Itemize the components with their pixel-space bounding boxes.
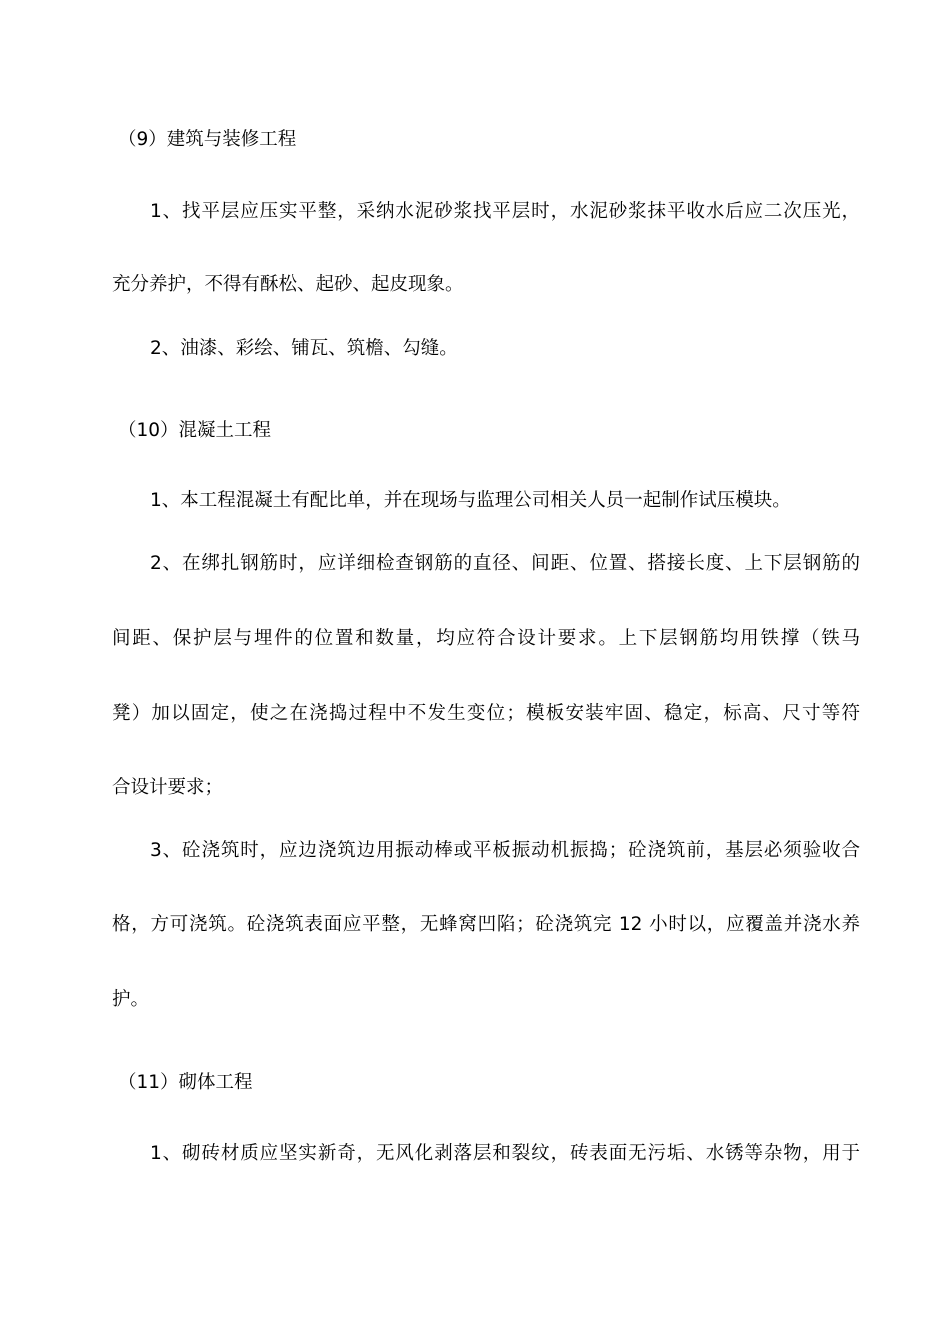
paragraph-line: 凳）加以固定，使之在浇捣过程中不发生变位；模板安装牢固、稳定，标高、尺寸等符 <box>112 703 860 724</box>
paragraph-line: 2、油漆、彩绘、铺瓦、筑檐、勾缝。 <box>150 338 458 359</box>
paragraph-line: 护。 <box>112 989 150 1010</box>
section-heading-9: （9）建筑与装修工程 <box>118 129 297 150</box>
paragraph-line: 合设计要求； <box>112 777 224 798</box>
paragraph-line: 格，方可浇筑。砼浇筑表面应平整，无蜂窝凹陷；砼浇筑完 12 小时以，应覆盖并浇水养 <box>112 914 860 935</box>
paragraph-line: 1、找平层应压实平整，采纳水泥砂浆找平层时，水泥砂浆抹平收水后应二次压光， <box>150 201 860 222</box>
paragraph-line: 充分养护，不得有酥松、起砂、起皮现象。 <box>112 274 464 295</box>
paragraph-line: 1、本工程混凝土有配比单，并在现场与监理公司相关人员一起制作试压模块。 <box>150 490 791 511</box>
paragraph-line: 间距、保护层与埋件的位置和数量，均应符合设计要求。上下层钢筋均用铁撑（铁马 <box>112 628 860 649</box>
section-heading-11: （11）砌体工程 <box>118 1072 253 1093</box>
paragraph-line: 2、在绑扎钢筋时，应详细检查钢筋的直径、间距、位置、搭接长度、上下层钢筋的 <box>150 553 860 574</box>
section-heading-10: （10）混凝土工程 <box>118 420 272 441</box>
paragraph-line: 3、砼浇筑时，应边浇筑边用振动棒或平板振动机振捣；砼浇筑前，基层必须验收合 <box>150 840 860 861</box>
paragraph-line: 1、砌砖材质应坚实新奇，无风化剥落层和裂纹，砖表面无污垢、水锈等杂物，用于 <box>150 1143 860 1164</box>
